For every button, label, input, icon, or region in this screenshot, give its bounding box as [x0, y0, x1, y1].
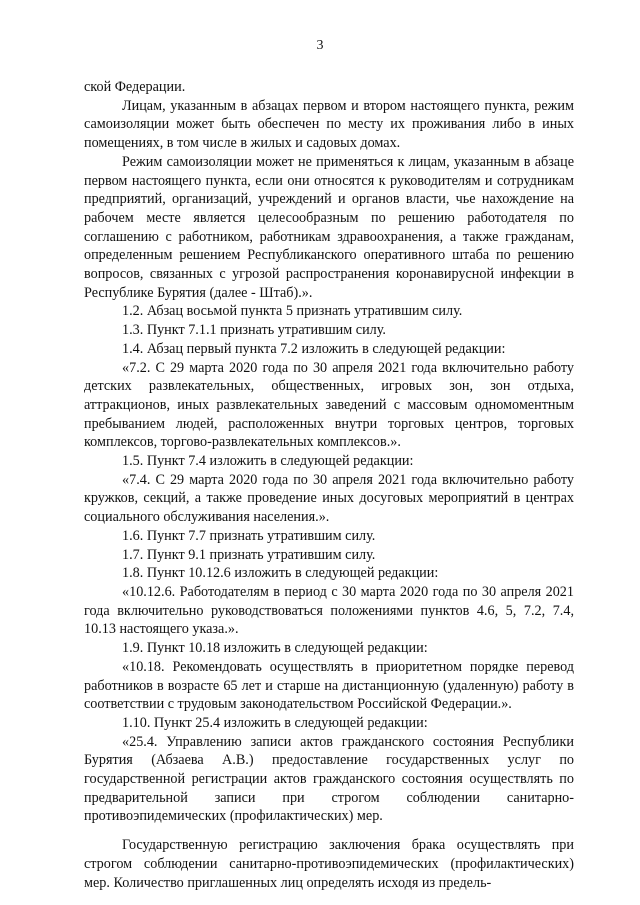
paragraph-item-1-5: 1.5. Пункт 7.4 изложить в следующей редакции:: [122, 453, 414, 470]
paragraph-item-1-2: 1.2. Абзац восьмой пункта 5 признать утратившим силу.: [122, 303, 463, 320]
paragraph-self-isolation-place: Лицам, указанным в абзацах первом и втором настоящего пункта, режим самоизоляции может быть обеспечен по месту их проживания либо в иных помещениях, в том числе в жилых и садовых домах.: [84, 97, 574, 152]
paragraph-continuation: ской Федерации.: [84, 79, 186, 95]
paragraph-item-1-3: 1.3. Пункт 7.1.1 признать утратившим силу.: [122, 322, 386, 339]
paragraph-self-isolation-exceptions: Режим самоизоляции может не применяться к лицам, указанным в абзаце первом настоящего пункта, если они относятся к руководителям и сотрудникам предприятий, организаций, учреждений и органов власти, чье нахождение на рабочем месте является целесообразным по решению работодателя по соглашению с работником, работникам здравоохранения, а также гражданам, определенным решением Республиканского оперативного штаба по решению вопросов, связанных с угрозой распространения коронавирусной инфекции в Республике Бурятия (далее - Штаб).».: [84, 153, 574, 301]
paragraph-quote-10-12-6: «10.12.6. Работодателям в период с 30 марта 2020 года по 30 апреля 2021 года включительно руководствоваться положениями пунктов 4.6, 5, 7.2, 7.4, 10.13 настоящего указа.».: [84, 583, 574, 638]
paragraph-quote-25-4: «25.4. Управлению записи актов гражданского состояния Республики Бурятия (Абзаева А.В.) предоставление государственных услуг по государственной регистрации актов гражданского состояния осуществлять по предварительной записи при строгом соблюдении санитарно-противоэпидемических (профилактических) мер.: [84, 733, 574, 825]
paragraph-marriage-registration: Государственную регистрацию заключения брака осуществлять при строгом соблюдении санитарно-противоэпидемических (профилактических) мер. Количество приглашенных лиц определять исходя из предель-: [84, 837, 574, 891]
paragraph-item-1-6: 1.6. Пункт 7.7 признать утратившим силу.: [122, 527, 376, 544]
paragraph-item-1-7: 1.7. Пункт 9.1 признать утратившим силу.: [122, 546, 376, 563]
paragraph-item-1-9: 1.9. Пункт 10.18 изложить в следующей редакции:: [122, 640, 428, 657]
paragraph-quote-7-2: «7.2. С 29 марта 2020 года по 30 апреля 2021 года включительно работу детских развлекательных, общественных, игровых зон, зон отдыха, аттракционов, иных развлекательных заведений с массовым одномоментным пребыванием людей, расположенных внутри торговых центров, торговых комплексов, торгово-развлекательных комплексов.».: [84, 359, 574, 451]
paragraph-quote-10-18: «10.18. Рекомендовать осуществлять в приоритетном порядке перевод работников в возрасте 65 лет и старше на дистанционную (удаленную) работу в соответствии с трудовым законодательством Российской Федерации.».: [84, 658, 574, 713]
paragraph-item-1-4: 1.4. Абзац первый пункта 7.2 изложить в следующей редакции:: [122, 340, 506, 357]
paragraph-item-1-10: 1.10. Пункт 25.4 изложить в следующей редакции:: [122, 714, 428, 731]
document-body: [84, 78, 574, 892]
page-number: 3: [316, 38, 324, 53]
paragraph-quote-7-4: «7.4. С 29 марта 2020 года по 30 апреля 2021 года включительно работу кружков, секций, а также проведение иных досуговых мероприятий в центрах социального обслуживания населения.».: [84, 471, 574, 526]
paragraph-item-1-8: 1.8. Пункт 10.12.6 изложить в следующей редакции:: [122, 565, 439, 582]
